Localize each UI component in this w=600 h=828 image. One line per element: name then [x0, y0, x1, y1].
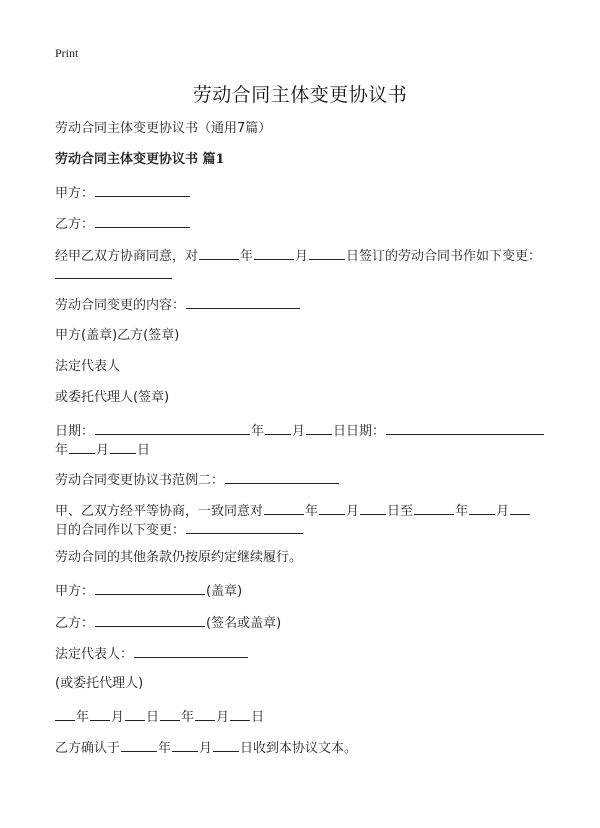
day-blank-2[interactable]	[230, 706, 250, 721]
party-a-blank[interactable]	[95, 182, 190, 197]
change-content-label: 劳动合同变更的内容：	[55, 298, 186, 313]
agent-sign-line: 或委托代理人(签章)	[55, 390, 170, 405]
day-blank-2[interactable]	[510, 500, 530, 515]
month-label: 月	[111, 710, 125, 725]
example2-blank[interactable]	[225, 469, 339, 484]
confirm-line	[55, 737, 550, 758]
date-blank-2[interactable]	[386, 420, 544, 435]
agree-suffix: 日签订的劳动合同书作如下变更：	[346, 249, 542, 264]
agree-prefix: 经甲乙双方协商同意，对	[55, 249, 199, 264]
equal-prefix: 甲、乙双方经平等协商，一致同意对	[55, 504, 264, 519]
print-link[interactable]: Print	[55, 46, 79, 60]
seal-line: 甲方(盖章)乙方(签章)	[55, 328, 180, 343]
example2-label: 劳动合同变更协议书范例二：	[55, 473, 225, 488]
year-blank-2[interactable]	[414, 500, 454, 515]
legal-rep-colon-line	[55, 643, 550, 664]
party-b-sign-blank[interactable]	[95, 612, 205, 627]
month-blank[interactable]	[319, 500, 345, 515]
month-blank-2[interactable]	[469, 500, 495, 515]
or-agent-line: (或委托代理人)	[55, 676, 144, 691]
party-b-blank[interactable]	[95, 213, 190, 228]
agreement-line-2	[55, 264, 550, 285]
day-blank[interactable]	[125, 706, 145, 721]
month-blank[interactable]	[69, 439, 95, 454]
month-label: 月	[346, 504, 360, 519]
day-blank[interactable]	[360, 500, 386, 515]
year-blank[interactable]	[264, 500, 304, 515]
other-terms-line: 劳动合同的其他条款仍按原约定继续履行。	[55, 550, 303, 565]
party-a-seal-line	[55, 580, 550, 601]
month-blank[interactable]	[90, 706, 110, 721]
date-line-2	[55, 439, 550, 460]
party-b-label: 乙方：	[55, 217, 95, 232]
change-blank[interactable]	[55, 264, 172, 279]
legal-rep-line: 法定代表人	[55, 359, 121, 374]
month-label: 月	[292, 424, 306, 439]
party-b-sign-line	[55, 612, 550, 633]
party-a-line	[55, 182, 550, 203]
month-label: 月	[216, 710, 230, 725]
year-blank[interactable]	[199, 245, 239, 260]
day-blank[interactable]	[306, 420, 332, 435]
day-blank[interactable]	[309, 245, 345, 260]
equal-agree-line	[55, 500, 550, 521]
legal-rep-blank[interactable]	[134, 643, 248, 658]
section-heading: 劳动合同主体变更协议书 篇1	[55, 152, 225, 167]
day-label: 日	[251, 710, 265, 725]
day-blank[interactable]	[110, 439, 136, 454]
year-blank[interactable]	[121, 737, 157, 752]
confirm-suffix: 日收到本协议文本。	[240, 741, 358, 756]
day-date-label: 日日期：	[333, 424, 386, 439]
party-b-label: 乙方：	[55, 616, 95, 631]
year-label: 年	[55, 443, 69, 458]
party-a-label: 甲方：	[55, 186, 95, 201]
legal-rep-label: 法定代表人：	[55, 647, 134, 662]
month-blank-2[interactable]	[195, 706, 215, 721]
month-label: 月	[295, 249, 309, 264]
day-label: 日	[146, 710, 160, 725]
seal-a-label: (盖章)	[206, 584, 243, 599]
day-label: 日	[137, 443, 151, 458]
month-label: 月	[96, 443, 110, 458]
day-to-label: 日至	[387, 504, 414, 519]
year-label: 年	[76, 710, 90, 725]
party-a-seal-blank[interactable]	[95, 580, 205, 595]
contract-change-blank[interactable]	[186, 519, 303, 534]
party-a-label: 甲方：	[55, 584, 95, 599]
blank-date-line	[55, 706, 550, 727]
month-blank[interactable]	[265, 420, 291, 435]
example2-line	[55, 469, 550, 490]
change-content-line	[55, 294, 550, 315]
year-blank[interactable]	[55, 706, 75, 721]
date-line	[55, 420, 550, 441]
date-blank-1[interactable]	[95, 420, 250, 435]
day-blank[interactable]	[213, 737, 239, 752]
month-blank[interactable]	[172, 737, 198, 752]
year-label: 年	[158, 741, 172, 756]
contract-change-label: 日的合同作以下变更：	[55, 523, 186, 538]
equal-agree-line-2	[55, 519, 550, 540]
confirm-prefix: 乙方确认于	[55, 741, 121, 756]
agreement-line	[55, 245, 550, 266]
change-content-blank[interactable]	[186, 294, 300, 309]
year-label: 年	[455, 504, 469, 519]
month-label: 月	[496, 504, 510, 519]
year-label: 年	[305, 504, 319, 519]
date-label: 日期：	[55, 424, 95, 439]
year-label: 年	[251, 424, 265, 439]
seal-b-label: (签名或盖章)	[206, 616, 282, 631]
year-blank-2[interactable]	[160, 706, 180, 721]
year-label: 年	[240, 249, 254, 264]
month-label: 月	[199, 741, 213, 756]
document-subtitle: 劳动合同主体变更协议书（通用7篇）	[55, 121, 272, 136]
document-title: 劳动合同主体变更协议书	[192, 84, 408, 106]
year-label: 年	[181, 710, 195, 725]
month-blank[interactable]	[254, 245, 294, 260]
party-b-line	[55, 213, 550, 234]
